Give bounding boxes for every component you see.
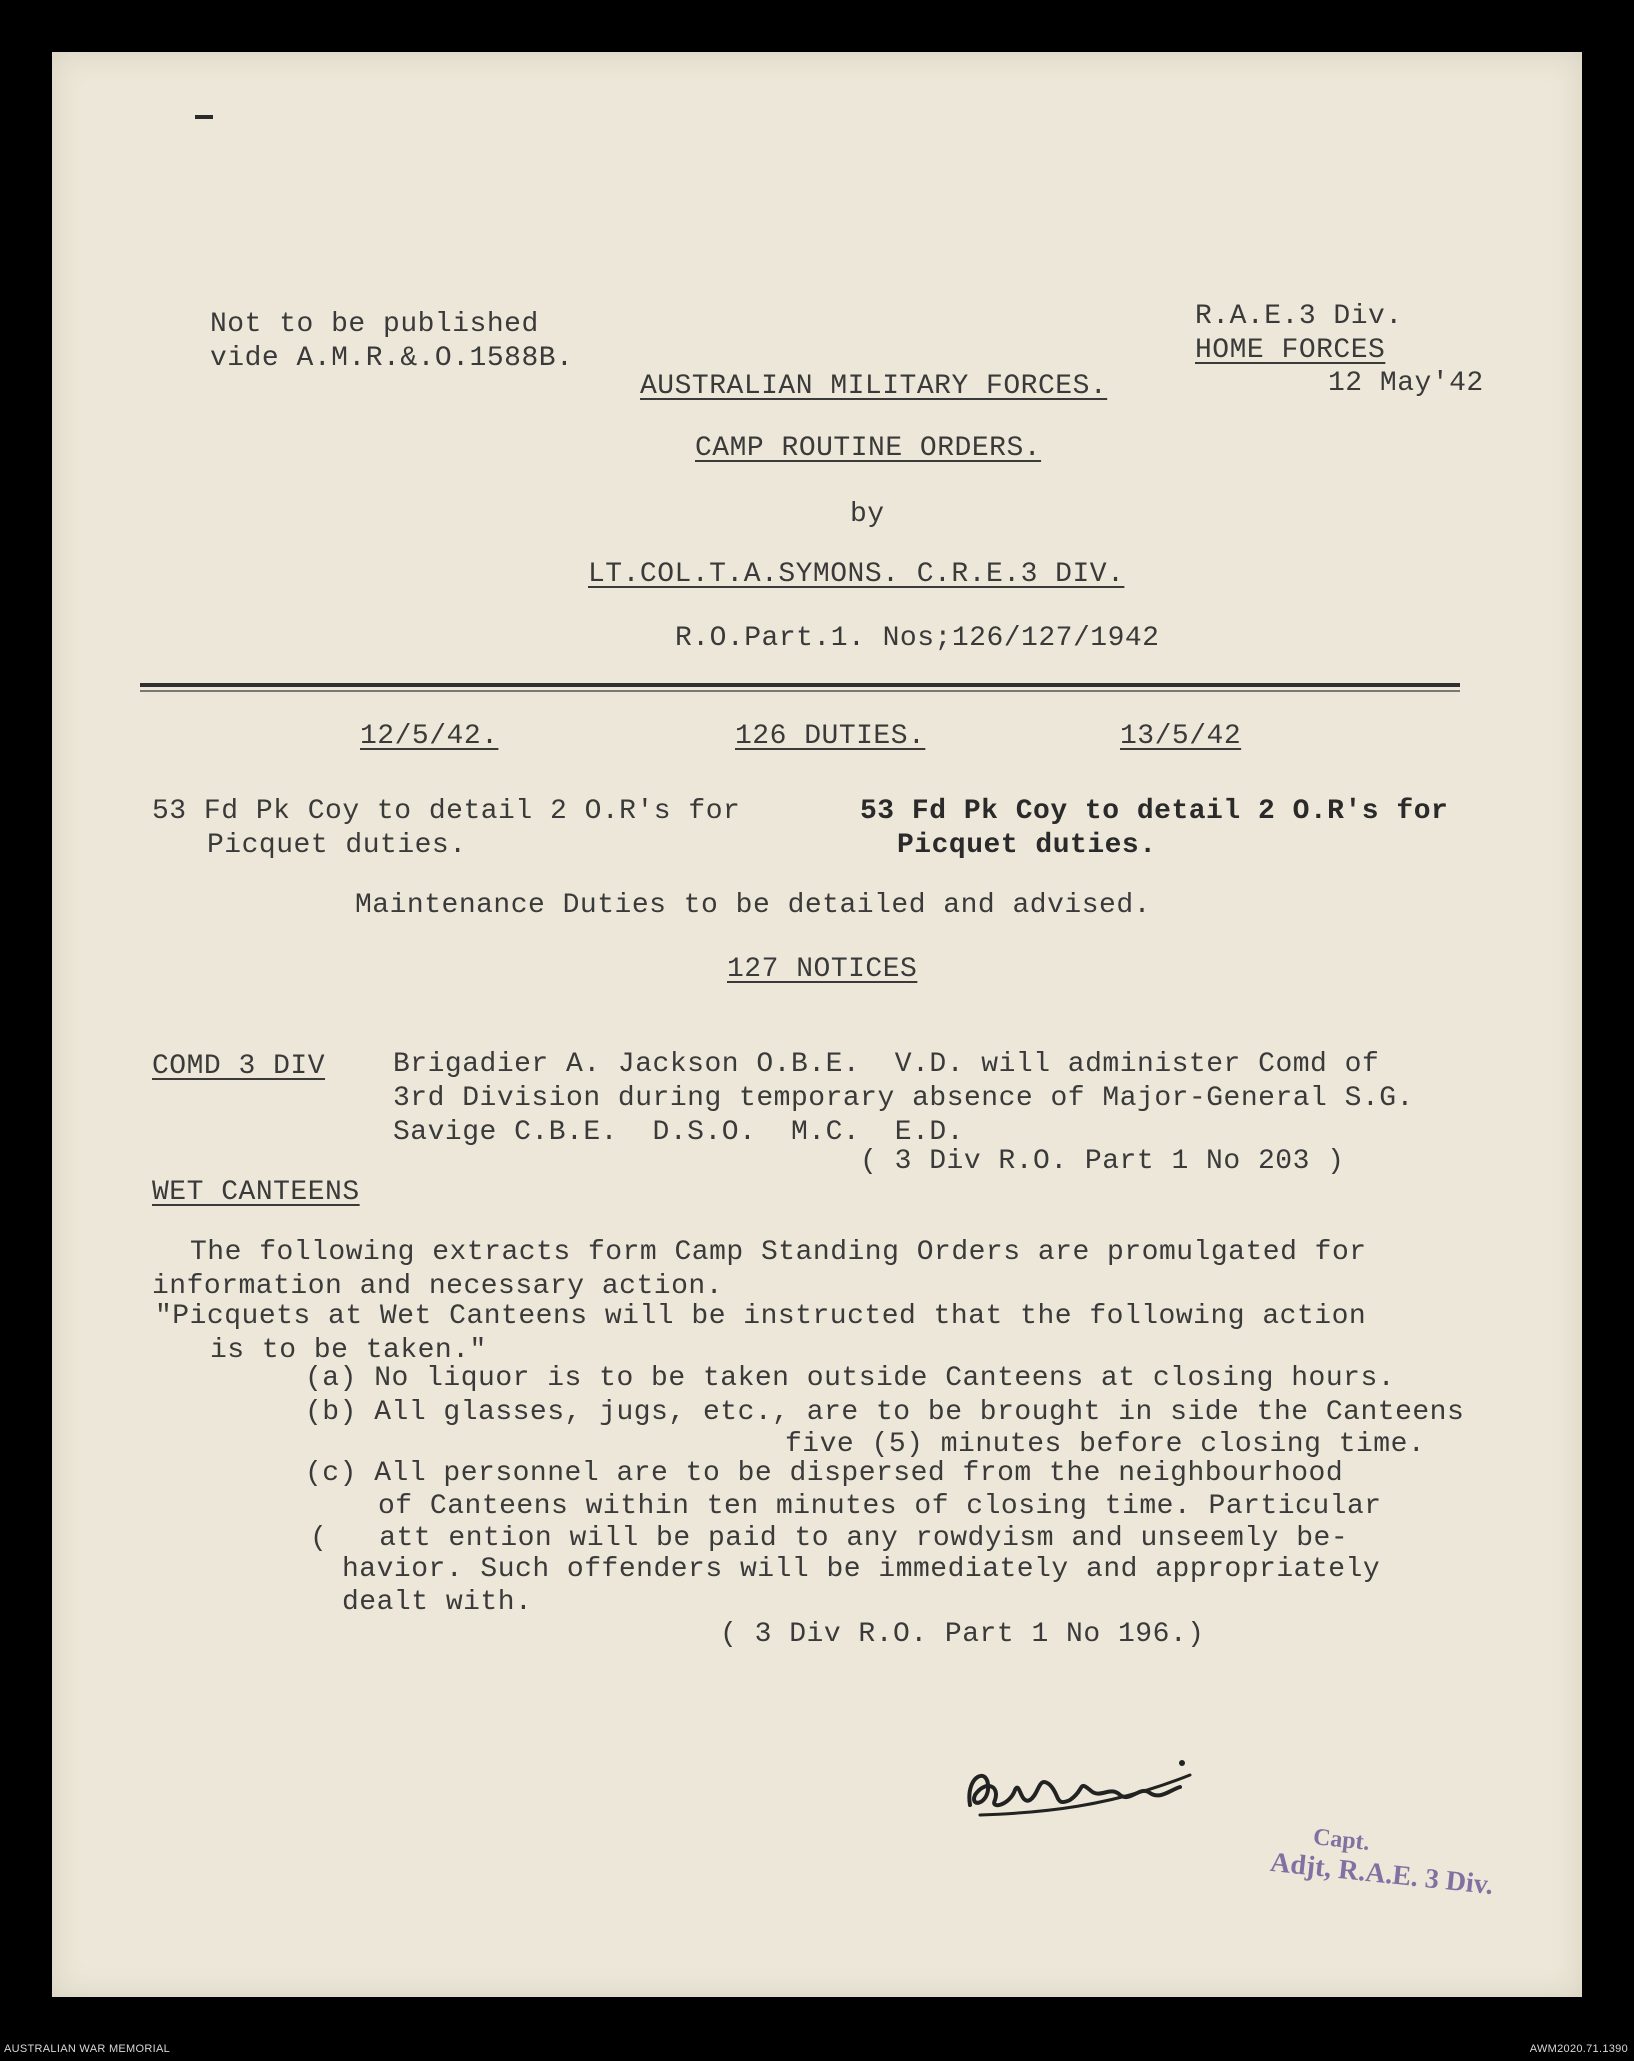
duties-date-right: 13/5/42: [1120, 721, 1242, 752]
item-c-line-5: dealt with.: [342, 1587, 533, 1618]
item-c-line-3: ( att ention will be paid to any rowdyism and unseemly be-: [310, 1523, 1349, 1554]
duties-left-line-1: 53 Fd Pk Coy to detail 2 O.R's for: [152, 796, 741, 827]
title-orders: CAMP ROUTINE ORDERS.: [695, 433, 1042, 464]
comd-line-2: 3rd Division during temporary absence of Major-General S.G.: [393, 1083, 1414, 1114]
comd-line-3: Savige C.B.E. D.S.O. M.C. E.D.: [393, 1117, 964, 1148]
notices-heading: 127 NOTICES: [727, 954, 918, 985]
maintenance-duties: Maintenance Duties to be detailed and advised.: [355, 890, 1151, 921]
order-reference: R.O.Part.1. Nos;126/127/1942: [675, 623, 1160, 654]
item-b-line-2: five (5) minutes before closing time.: [785, 1429, 1426, 1460]
duties-date-left: 12/5/42.: [360, 721, 499, 752]
signature-mark: [960, 1745, 1220, 1825]
comd-reference: ( 3 Div R.O. Part 1 No 203 ): [860, 1146, 1345, 1177]
wet-line-1: The following extracts form Camp Standing Orders are promulgated for: [190, 1237, 1367, 1268]
wet-line-4: is to be taken.": [210, 1335, 487, 1366]
wet-reference: ( 3 Div R.O. Part 1 No 196.): [720, 1619, 1205, 1650]
title-forces: AUSTRALIAN MILITARY FORCES.: [640, 371, 1108, 402]
item-c-line-2: of Canteens within ten minutes of closing time. Particular: [378, 1491, 1382, 1522]
stamp-line-2: Adjt, R.A.E. 3 Div.: [1268, 1846, 1495, 1902]
title-by: by: [850, 499, 885, 530]
comd-label: COMD 3 DIV: [152, 1051, 326, 1082]
duties-heading: 126 DUTIES.: [735, 721, 926, 752]
title-author: LT.COL.T.A.SYMONS. C.R.E.3 DIV.: [588, 559, 1125, 590]
item-c-line-4: havior. Such offenders will be immediately and appropriately: [342, 1554, 1381, 1585]
unit-line-1: R.A.E.3 Div.: [1195, 301, 1403, 332]
restriction-line-2: vide A.M.R.&.O.1588B.: [210, 343, 574, 374]
comd-line-1: Brigadier A. Jackson O.B.E. V.D. will administer Comd of: [393, 1049, 1380, 1080]
unit-line-2: HOME FORCES: [1195, 335, 1386, 366]
item-a: (a) No liquor is to be taken outside Canteens at closing hours.: [305, 1363, 1396, 1394]
restriction-line-1: Not to be published: [210, 309, 539, 340]
footer-archive-name: AUSTRALIAN WAR MEMORIAL: [4, 2043, 171, 2055]
divider-thick: [140, 683, 1460, 687]
item-b-line-1: (b) All glasses, jugs, etc., are to be brought in side the Canteens: [305, 1397, 1465, 1428]
wet-line-3: "Picquets at Wet Canteens will be instructed that the following action: [155, 1301, 1367, 1332]
duties-right-line-1: 53 Fd Pk Coy to detail 2 O.R's for: [860, 796, 1449, 827]
divider-thin: [140, 690, 1460, 692]
wet-line-2: information and necessary action.: [152, 1271, 723, 1302]
stamp-line-1: Capt.: [1311, 1824, 1371, 1856]
item-c-line-1: (c) All personnel are to be dispersed from the neighbourhood: [305, 1458, 1344, 1489]
duties-left-line-2: Picquet duties.: [207, 830, 467, 861]
ink-mark: [195, 115, 213, 119]
footer-accession-number: AWM2020.71.1390: [1529, 2043, 1628, 2055]
wet-canteens-label: WET CANTEENS: [152, 1177, 360, 1208]
duties-right-line-2: Picquet duties.: [897, 830, 1157, 861]
document-date: 12 May'42: [1328, 368, 1484, 399]
